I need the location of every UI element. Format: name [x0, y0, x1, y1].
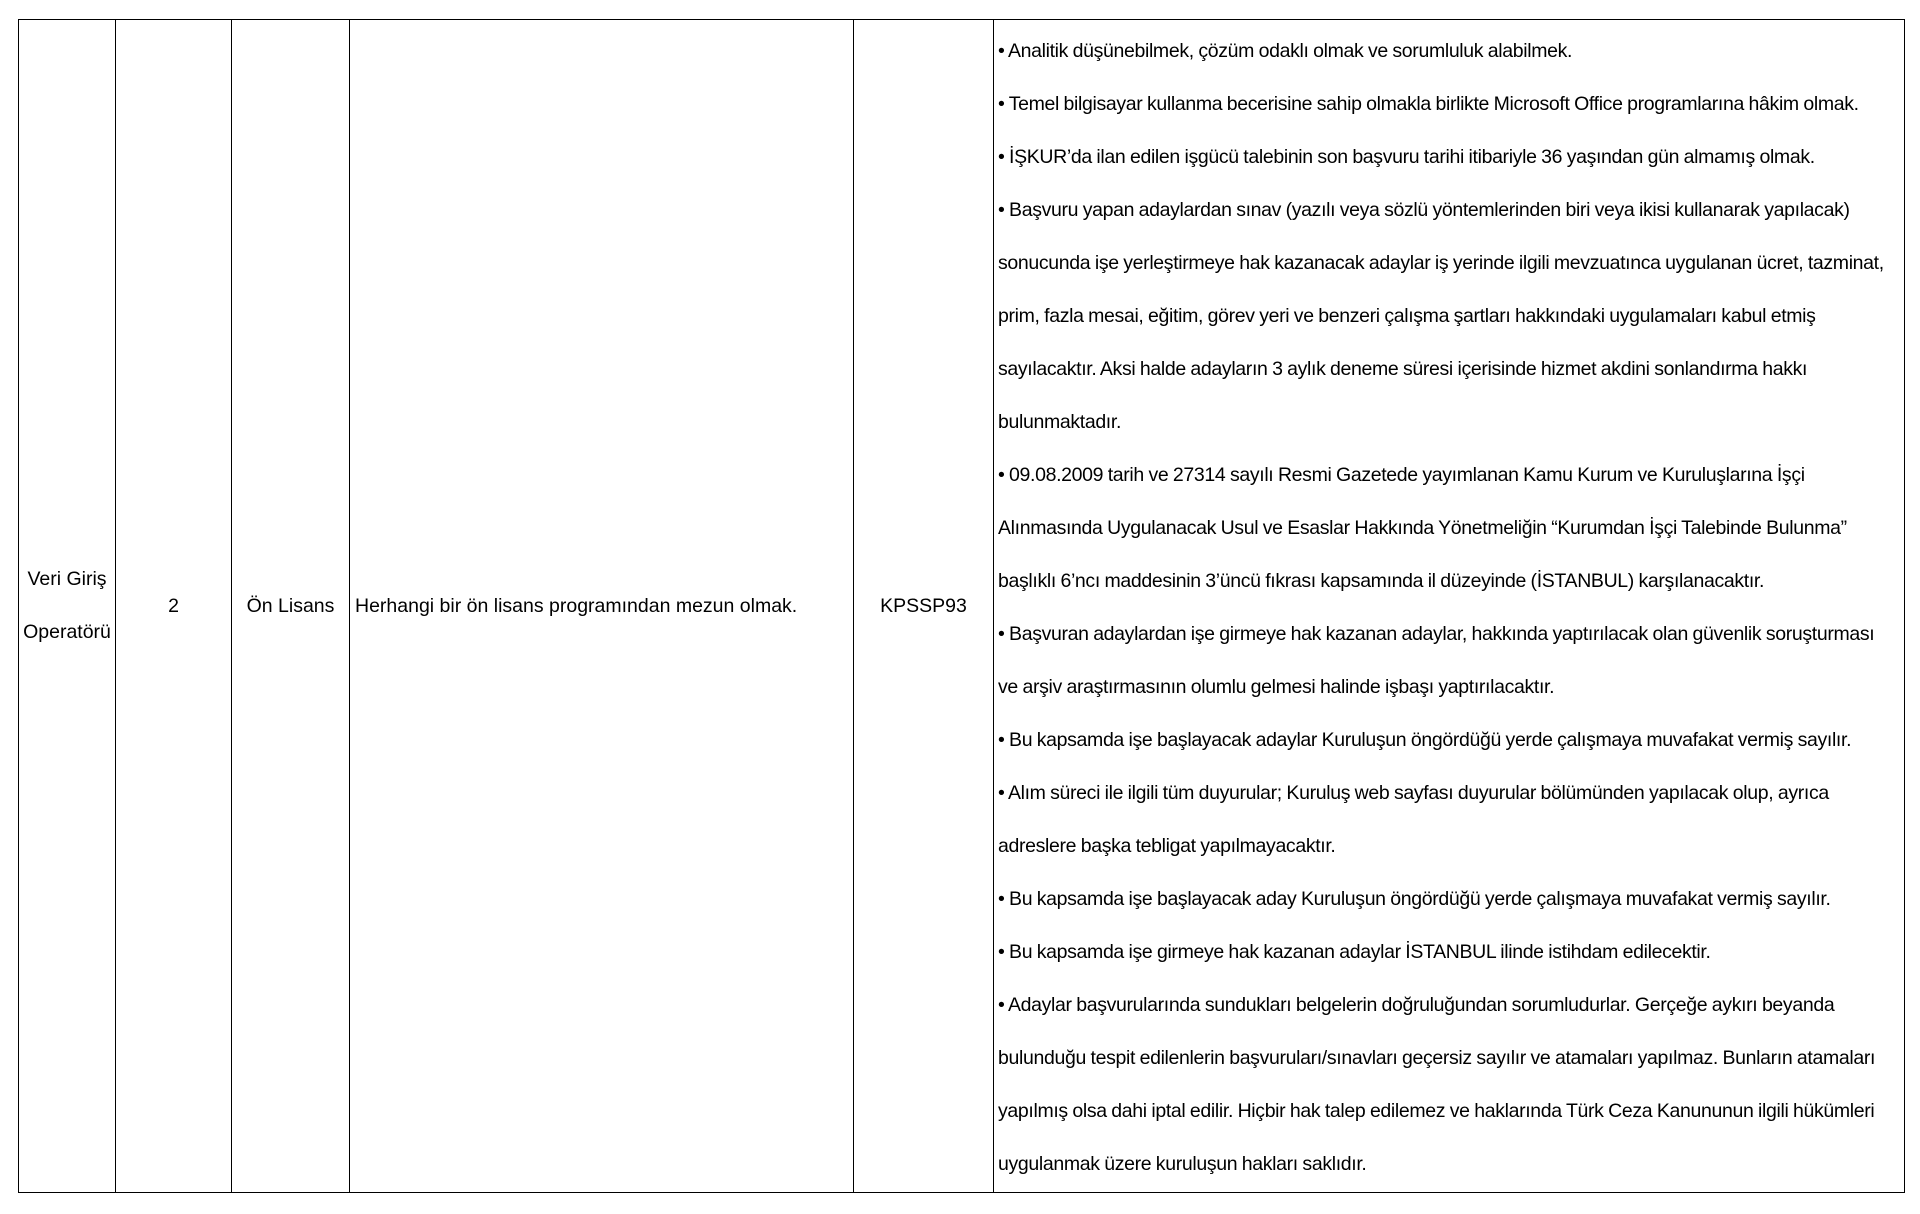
- score-type-cell: KPSSP93: [854, 20, 994, 1193]
- requirements-cell: [994, 20, 1905, 1193]
- requirement-item: • Bu kapsamda işe başlayacak adaylar Kuruluşun öngördüğü yerde çalışmaya muvafakat vermiş sayılır.: [998, 728, 1852, 751]
- requirement-item: • Başvuran adaylardan işe girmeye hak kazanan adaylar, hakkında yaptırılacak olan güvenlik soruşturması ve arşiv araştırmasının olumlu gelmesi halinde işbaşı yaptırılacaktır.: [998, 622, 1875, 698]
- position-count-cell: 2: [116, 20, 232, 1193]
- position-title-line-2: Operatörü: [23, 621, 111, 643]
- requirement-item: • Analitik düşünebilmek, çözüm odaklı olmak ve sorumluluk alabilmek.: [998, 39, 1573, 62]
- requirement-item: • Bu kapsamda işe girmeye hak kazanan adaylar İSTANBUL ilinde istihdam edilecektir.: [998, 940, 1711, 963]
- requirement-item: • Başvuru yapan adaylardan sınav (yazılı veya sözlü yöntemlerinden biri veya ikisi kullanarak yapılacak) sonucunda işe yerleştirmeye hak kazanacak adaylar iş yerinde ilgili mevzuatınca uygulanan ücret, tazminat, prim, fazla mesai, eğitim, görev yeri ve benzeri çalışma şartları hakkındaki uygulamaları kabul etmiş sayılacaktır. Aksi halde adayların 3 aylık deneme süresi içerisinde hizmet akdini sonlandırma hakkı bulunmaktadır.: [998, 198, 1884, 433]
- qualification-cell: Herhangi bir ön lisans programından mezun olmak.: [350, 20, 854, 1193]
- position-title-line-1: Veri Giriş: [27, 568, 107, 590]
- requirements-list: [998, 22, 1898, 1191]
- requirement-item: • Temel bilgisayar kullanma becerisine sahip olmakla birlikte Microsoft Office programlarına hâkim olmak.: [998, 92, 1859, 115]
- requirement-item: • Bu kapsamda işe başlayacak aday Kuruluşun öngördüğü yerde çalışmaya muvafakat vermiş sayılır.: [998, 887, 1831, 910]
- job-posting-table: [18, 19, 1905, 1193]
- requirement-item: • Adaylar başvurularında sundukları belgelerin doğruluğundan sorumludurlar. Gerçeğe aykırı beyanda bulunduğu tespit edilenlerin başvuruları/sınavları geçersiz sayılır ve atamaları yapılmaz. Bunların atamaları yapılmış olsa dahi iptal edilir. Hiçbir hak talep edilemez ve haklarında Türk Ceza Kanununun ilgili hükümleri uygulanmak üzere kuruluşun hakları saklıdır.: [998, 993, 1876, 1175]
- requirement-item: • 09.08.2009 tarih ve 27314 sayılı Resmi Gazetede yayımlanan Kamu Kurum ve Kuruluşlarına İşçi Alınmasında Uygulanacak Usul ve Esaslar Hakkında Yönetmeliğin “Kurumdan İşçi Talebinde Bulunma” başlıklı 6’ncı maddesinin 3’üncü fıkrası kapsamında il düzeyinde (İSTANBUL) karşılanacaktır.: [998, 463, 1847, 592]
- table-row: [19, 20, 1905, 1193]
- education-level-cell: Ön Lisans: [232, 20, 350, 1193]
- requirement-item: • Alım süreci ile ilgili tüm duyurular; Kuruluş web sayfası duyurular bölümünden yapılacak olup, ayrıca adreslere başka tebligat yapılmayacaktır.: [998, 781, 1829, 857]
- requirement-item: • İŞKUR’da ilan edilen işgücü talebinin son başvuru tarihi itibariyle 36 yaşından gün almamış olmak.: [998, 145, 1815, 168]
- position-title-cell: [19, 20, 116, 1193]
